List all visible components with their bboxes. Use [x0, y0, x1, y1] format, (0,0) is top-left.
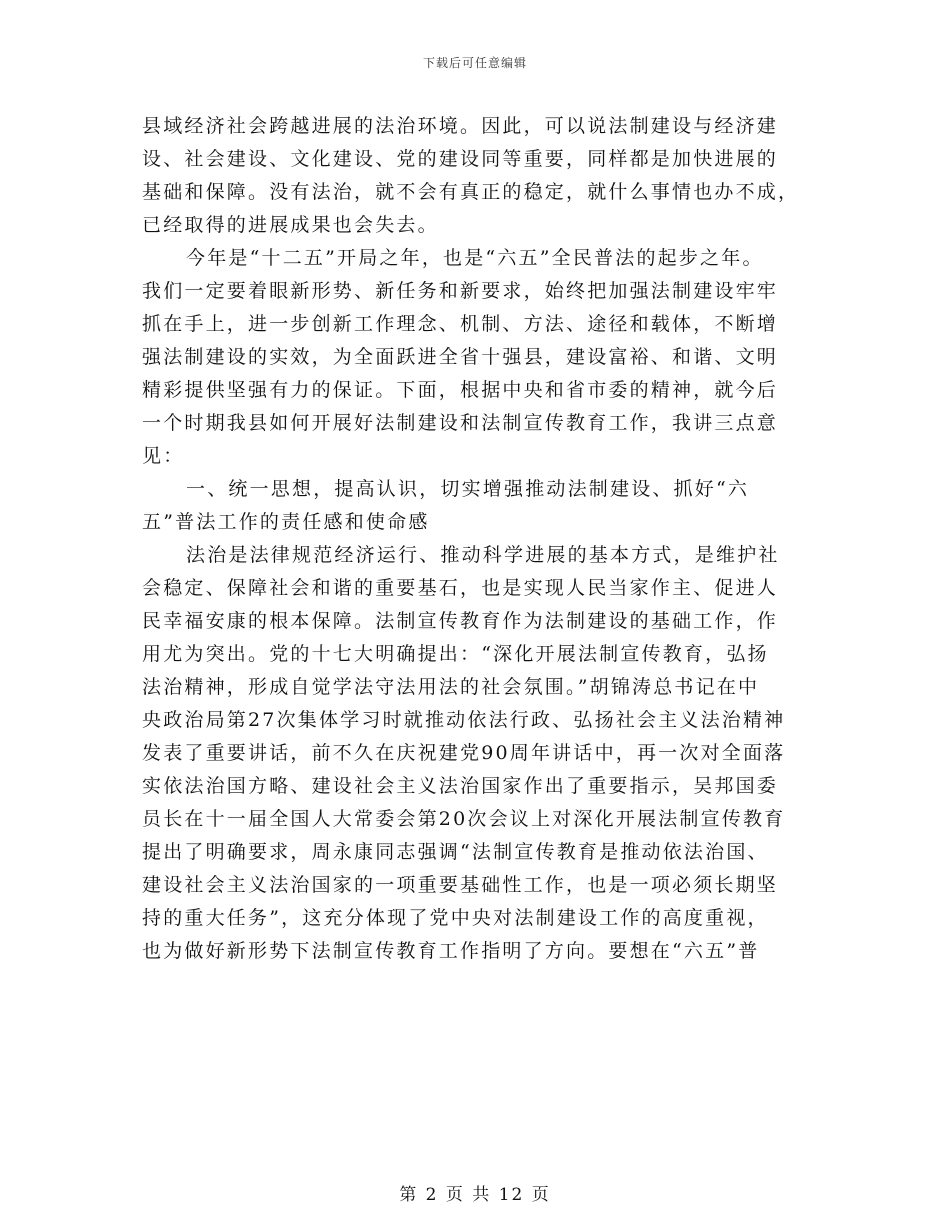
text-line: 基础和保障。没有法治，就不会有真正的稳定，就什么事情也办不成， [142, 181, 800, 203]
text-line: 持的重大任务”，这充分体现了党中央对法制建设工作的高度重视， [142, 907, 769, 929]
document-body [142, 110, 810, 968]
text-line: 强法制建设的实效，为全面跃进全省十强县，建设富裕、和谐、文明 [142, 346, 779, 368]
text-line: 已经取得的进展成果也会失去。 [142, 214, 439, 236]
text-line: 法治是法律规范经济运行、推动科学进展的基本方式，是维护社 [186, 544, 780, 566]
text-line: 央政治局第27次集体学习时就推动依法行政、弘扬社会主义法治精神 [142, 709, 786, 731]
text-line: 一个时期我县如何开展好法制建设和法制宣传教育工作，我讲三点意 [142, 412, 779, 434]
text-line: 设、社会建设、文化建设、党的建设同等重要，同样都是加快进展的 [142, 148, 779, 170]
text-line: 会稳定、保障社会和谐的重要基石，也是实现人民当家作主、促进人 [142, 577, 779, 599]
section-heading [142, 473, 810, 539]
text-line: 用尤为突出。党的十七大明确提出：“深化开展法制宣传教育，弘扬 [142, 643, 769, 665]
text-line: 县域经济社会跨越进展的法治环境。因此，可以说法制建设与经济建 [142, 115, 779, 137]
text-line: 提出了明确要求，周永康同志强调“法制宣传教育是推动依法治国、 [142, 841, 769, 863]
text-line: 民幸福安康的根本保障。法制宣传教育作为法制建设的基础工作，作 [142, 610, 779, 632]
text-line: 五”普法工作的责任感和使命感 [142, 511, 430, 533]
paragraph-4 [142, 539, 810, 968]
paragraph-1 [142, 110, 810, 242]
page-footer: 第 2 页 共 12 页 [399, 1185, 551, 1205]
text-line: 抓在手上，进一步创新工作理念、机制、方法、途径和载体，不断增 [142, 313, 779, 335]
text-line: 一、统一思想，提高认识，切实增强推动法制建设、抓好“六 [186, 478, 750, 500]
text-line: 发表了重要讲话，前不久在庆祝建党90周年讲话中，再一次对全面落 [142, 742, 786, 764]
text-line: 实依法治国方略、建设社会主义法治国家作出了重要指示，吴邦国委 [142, 775, 779, 797]
text-line: 今年是“十二五”开局之年，也是“六五”全民普法的起步之年。 [186, 247, 764, 269]
text-line: 法治精神，形成自觉学法守法用法的社会氛围。”胡锦涛总书记在中 [142, 676, 760, 698]
text-line: 精彩提供坚强有力的保证。下面，根据中央和省市委的精神，就今后 [142, 379, 779, 401]
page-header: 下载后可任意编辑 [422, 56, 527, 70]
text-line: 见： [142, 445, 185, 467]
text-line: 建设社会主义法治国家的一项重要基础性工作，也是一项必须长期坚 [142, 874, 779, 896]
paragraph-2 [142, 242, 810, 473]
text-line: 员长在十一届全国人大常委会第20次会议上对深化开展法制宣传教育 [142, 808, 786, 830]
text-line: 也为做好新形势下法制宣传教育工作指明了方向。要想在“六五”普 [142, 940, 760, 962]
text-line: 我们一定要着眼新形势、新任务和新要求，始终把加强法制建设牢牢 [142, 280, 779, 302]
